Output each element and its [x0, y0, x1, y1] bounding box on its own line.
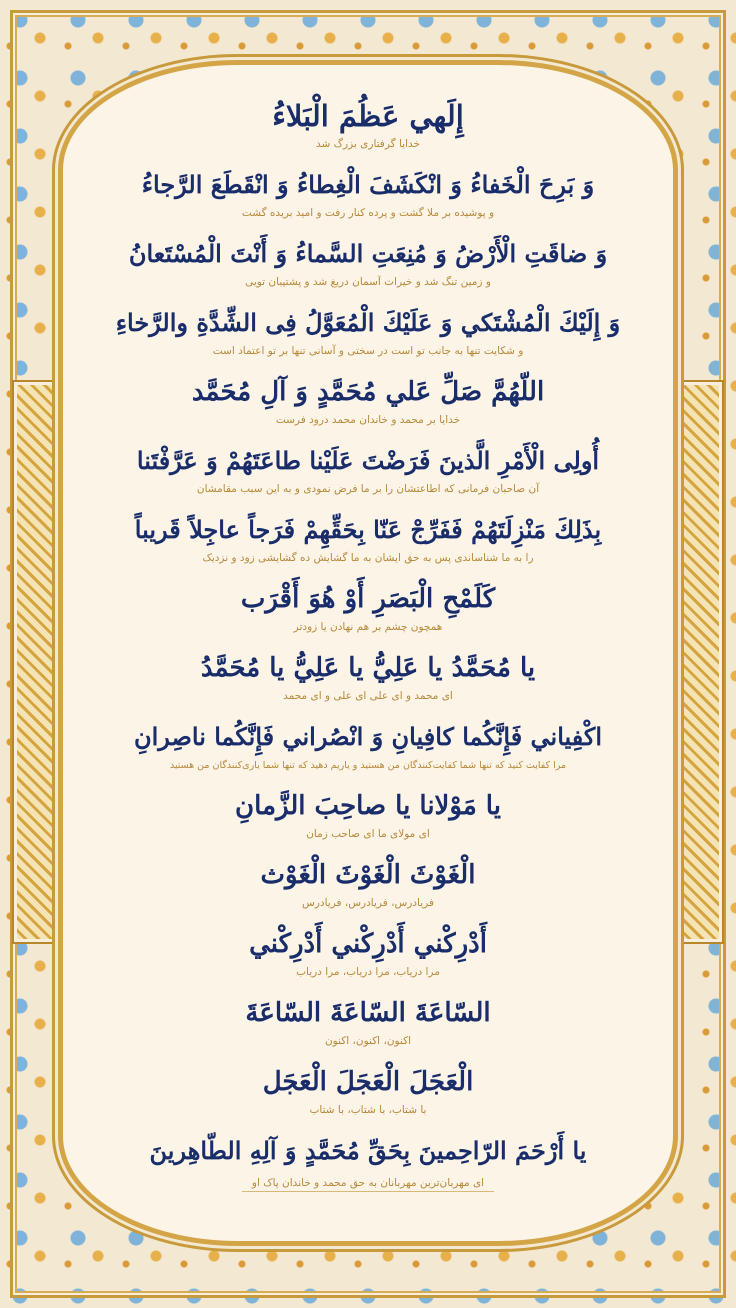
arabic-line: يا مَوْلانا يا صاحِبَ الزَّمانِ	[235, 791, 501, 821]
arabic-line: وَ بَرِحَ الْخَفاءُ وَ انْكَشَفَ الْغِطاءُ وَ انْقَطَعَ الرَّجاءُ	[141, 170, 595, 199]
persian-translation: و زمین تنگ شد و خیرات آسمان دریغ شد و پشتیبان تویی	[245, 276, 491, 288]
left-lattice-band	[12, 380, 60, 944]
arabic-line: الْغَوْثَ الْغَوْثَ الْغَوْث	[260, 860, 476, 890]
persian-translation: خدایا گرفتاری بزرگ شد	[315, 138, 420, 150]
verse-14	[70, 993, 666, 1049]
verse-6	[70, 441, 666, 497]
verse-9	[70, 648, 666, 704]
verse-1	[70, 96, 666, 152]
verse-16	[70, 1131, 666, 1205]
arabic-line: يا أَرْحَمَ الرّاحِمينَ بِحَقِّ مُحَمَّدٍ وَ آلِهِ الطّاهِرينَ	[149, 1136, 587, 1165]
arabic-line: وَ ضاقَتِ الْأَرْضُ وَ مُنِعَتِ السَّماءُ وَ أَنْتَ الْمُسْتَعانُ	[128, 239, 608, 268]
persian-translation: اکنون، اکنون، اکنون	[324, 1035, 412, 1047]
verse-2	[70, 165, 666, 221]
persian-translation: ای مهربان‌ترین مهربانان به حق محمد و خاندان پاک او	[242, 1176, 494, 1192]
persian-translation: مرا دریاب، مرا دریاب، مرا دریاب	[296, 966, 440, 978]
prayer-text	[70, 96, 666, 1238]
persian-translation: فریادرس، فریادرس، فریادرس	[302, 897, 434, 909]
arabic-line: وَ إِلَيْكَ الْمُشْتَكي وَ عَلَيْكَ الْمُعَوَّلُ فِى الشِّدَّةِ والرَّخاءِ	[115, 308, 621, 337]
arabic-line: إِلَهي عَظُمَ الْبَلاءُ	[272, 99, 464, 133]
arabic-line: أَدْرِكْني أَدْرِكْني أَدْرِكْني	[249, 929, 487, 959]
persian-translation: آن صاحبان فرمانی که اطاعتشان را بر ما فرض نمودی و به این سبب مقامشان	[196, 483, 540, 495]
verse-3	[70, 234, 666, 290]
arabic-line: بِذَلِكَ مَنْزِلَتَهُمْ فَفَرِّجْ عَنّا بِحَقِّهِمْ فَرَجاً عاجِلاً قَريباً	[134, 515, 602, 544]
verse-13	[70, 924, 666, 980]
persian-translation: و شکایت تنها به جانب تو است در سختی و آسانی تنها بر تو اعتماد است	[212, 345, 524, 357]
verse-5	[70, 372, 666, 428]
arabic-line: أُولِى الْأَمْرِ الَّذينَ فَرَضْتَ عَلَيْنا طاعَتَهُمْ وَ عَرَّفْتَنا	[136, 446, 600, 475]
persian-translation: و پوشیده بر ملا گشت و پرده کنار رفت و امید بریده گشت	[241, 207, 495, 219]
arabic-line: الْعَجَلَ الْعَجَلَ الْعَجَل	[262, 1067, 474, 1097]
persian-translation: مرا کفایت کنید که تنها شما کفایت‌کنندگان من هستید و یاریم دهید که تنها شما یاری‌کنندگان من هستید	[169, 760, 567, 771]
persian-translation: با شتاب، با شتاب، با شتاب	[309, 1104, 427, 1116]
arabic-line: اكْفِياني فَإِنَّكُما كافِيانِ وَ انْصُراني فَإِنَّكُما ناصِرانِ	[133, 722, 603, 751]
verse-12	[70, 855, 666, 911]
verse-4	[70, 303, 666, 359]
arabic-line: كَلَمْحِ الْبَصَرِ أَوْ هُوَ أَقْرَب	[240, 584, 496, 614]
persian-translation: را به ما شناساندی پس به حق ایشان به ما گشایش ده گشایشی زود و نزدیک	[202, 552, 534, 564]
verse-10	[70, 717, 666, 773]
arabic-line: يا مُحَمَّدُ يا عَلِيُّ يا عَلِيُّ يا مُحَمَّدُ	[200, 653, 536, 683]
persian-translation: خدایا بر محمد و خاندان محمد درود فرست	[275, 414, 461, 426]
verse-15	[70, 1062, 666, 1118]
right-lattice-band	[676, 380, 724, 944]
arabic-line: اللّهُمَّ صَلِّ عَلي مُحَمَّدٍ وَ آلِ مُحَمَّد	[191, 377, 545, 407]
verse-7	[70, 510, 666, 566]
verse-8	[70, 579, 666, 635]
persian-translation: همچون چشم بر هم نهادن یا زودتر	[293, 621, 443, 633]
verse-11	[70, 786, 666, 842]
arabic-line: السّاعَةَ السّاعَةَ السّاعَةَ	[245, 998, 491, 1028]
persian-translation: ای محمد و ای علی ای علی و ای محمد	[283, 690, 453, 702]
persian-translation: ای مولای ما ای صاحب زمان	[306, 828, 430, 840]
